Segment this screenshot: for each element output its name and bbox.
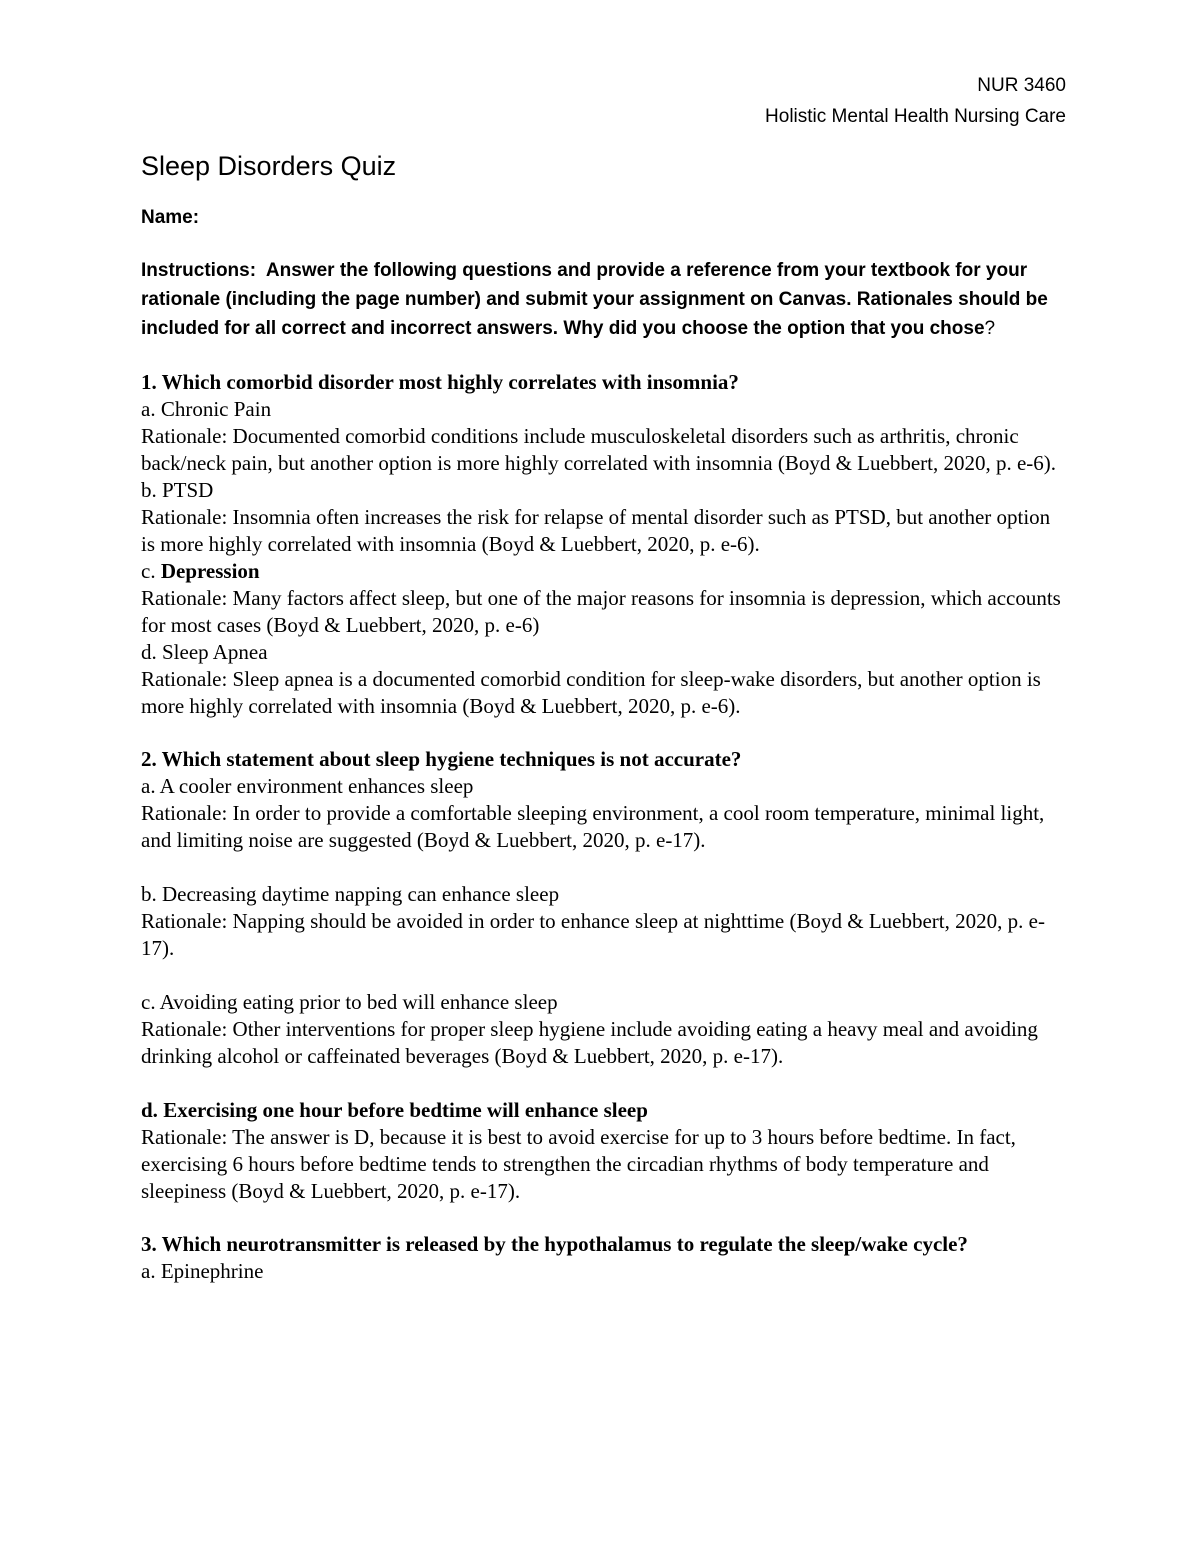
- question-2: [141, 746, 1066, 1205]
- option-rationale: Rationale: Insomnia often increases the risk for relapse of mental disorder such as PTSD, but another option is more highly correlated with insomnia (Boyd & Luebbert, 2020, p. e-6).: [141, 505, 1051, 556]
- option-2d-correct: [141, 1097, 1066, 1124]
- name-label: Name:: [141, 207, 200, 228]
- option-rationale: Rationale: Sleep apnea is a documented comorbid condition for sleep-wake disorders, but another option is more highly correlated with insomnia (Boyd & Luebbert, 2020, p. e-6).: [141, 667, 1041, 718]
- option-text: Epinephrine: [160, 1259, 264, 1283]
- option-1c-correct: [141, 558, 1066, 585]
- option-rationale: Rationale: Other interventions for proper sleep hygiene include avoiding eating a heavy meal and avoiding drinking alcohol or caffeinated beverages (Boyd & Luebbert, 2020, p. e-17).: [141, 1017, 1038, 1068]
- question-1: [141, 369, 1066, 720]
- course-header: [141, 70, 1066, 132]
- option-text: Decreasing daytime napping can enhance sleep: [162, 882, 560, 906]
- option-2a: [141, 773, 1066, 800]
- spacer: [141, 1070, 1066, 1097]
- option-rationale: Rationale: The answer is D, because it is best to avoid exercise for up to 3 hours before bedtime. In fact, exercising 6 hours before bedtime tends to strengthen the circadian rhythms of body temperature and sleepiness (Boyd & Luebbert, 2020, p. e-17).: [141, 1125, 1016, 1203]
- option-text: Avoiding eating prior to bed will enhance sleep: [159, 990, 558, 1014]
- option-letter: a.: [141, 774, 156, 798]
- option-rationale: Rationale: Documented comorbid conditions include musculoskeletal disorders such as arthritis, chronic back/neck pain, but another option is more highly correlated with insomnia (Boyd & Luebbert, 2020, p. e-6).: [141, 424, 1057, 475]
- option-2b: [141, 881, 1066, 908]
- option-1d: [141, 639, 1066, 666]
- instructions-label: Instructions:: [141, 260, 257, 281]
- question-3: [141, 1231, 1066, 1285]
- question-prompt: 3. Which neurotransmitter is released by the hypothalamus to regulate the sleep/wake cycle?: [141, 1232, 968, 1256]
- question-prompt: 1. Which comorbid disorder most highly correlates with insomnia?: [141, 370, 739, 394]
- instructions-tail: ?: [984, 318, 996, 339]
- option-2c: [141, 989, 1066, 1016]
- option-text: Exercising one hour before bedtime will enhance sleep: [163, 1098, 648, 1122]
- spacer: [141, 962, 1066, 989]
- option-letter: b.: [141, 882, 157, 906]
- option-1b: [141, 477, 1066, 504]
- option-1a: [141, 396, 1066, 423]
- option-text: Chronic Pain: [160, 397, 272, 421]
- course-name: Holistic Mental Health Nursing Care: [765, 106, 1066, 127]
- question-prompt: 2. Which statement about sleep hygiene techniques is not accurate?: [141, 747, 742, 771]
- option-3a: [141, 1258, 1066, 1285]
- option-letter: b.: [141, 478, 157, 502]
- option-letter: c.: [141, 559, 156, 583]
- option-text: A cooler environment enhances sleep: [159, 774, 474, 798]
- instructions-body: Answer the following questions and provide a reference from your textbook for your rationale (including the page number) and submit your assignment on Canvas. Rationales should be included for all correct and incorrect answers. Why did you choose the option that you chose: [141, 260, 1048, 339]
- document-page: [141, 70, 1066, 1285]
- option-letter: c.: [141, 990, 156, 1014]
- option-text: Sleep Apnea: [162, 640, 268, 664]
- option-text: PTSD: [162, 478, 214, 502]
- option-letter: d.: [141, 640, 157, 664]
- option-letter: a.: [141, 1259, 156, 1283]
- document-title: Sleep Disorders Quiz: [141, 151, 397, 181]
- option-letter: d.: [141, 1098, 158, 1122]
- course-code: NUR 3460: [977, 75, 1066, 96]
- option-text: Depression: [160, 559, 260, 583]
- option-letter: a.: [141, 397, 156, 421]
- option-rationale: Rationale: In order to provide a comfortable sleeping environment, a cool room temperature, minimal light, and limiting noise are suggested (Boyd & Luebbert, 2020, p. e-17).: [141, 801, 1045, 852]
- option-rationale: Rationale: Napping should be avoided in order to enhance sleep at nighttime (Boyd & Luebbert, 2020, p. e-17).: [141, 909, 1045, 960]
- option-rationale: Rationale: Many factors affect sleep, but one of the major reasons for insomnia is depression, which accounts for most cases (Boyd & Luebbert, 2020, p. e-6): [141, 586, 1061, 637]
- spacer: [141, 854, 1066, 881]
- instructions: [141, 256, 1066, 343]
